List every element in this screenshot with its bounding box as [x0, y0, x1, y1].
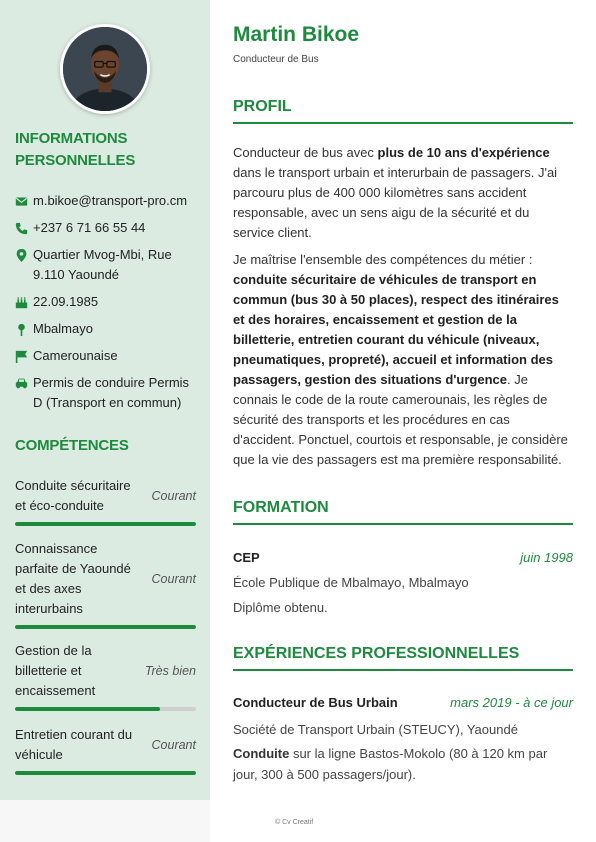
- skill-item: Entretien courant du véhicule Courant: [15, 725, 196, 775]
- skill-item: Connaissance parfaite de Yaoundé et des axes interurbains Courant: [15, 539, 196, 629]
- pin-icon: [15, 319, 33, 339]
- info-phone[interactable]: +237 6 71 66 55 44: [15, 218, 200, 238]
- experience-description: Conduite sur la ligne Bastos-Mokolo (80 à 120 km par jour, 300 à 500 passagers/jour).: [233, 746, 548, 782]
- skill-bar-fill: [15, 625, 196, 629]
- skill-bar: [15, 707, 196, 711]
- info-birthplace: Mbalmayo: [15, 319, 200, 339]
- formation-school: École Publique de Mbalmayo, Mbalmayo: [233, 575, 469, 590]
- info-birthdate: 22.09.1985: [15, 292, 200, 312]
- envelope-icon: [15, 191, 33, 211]
- footer-credit: © Cv Creatif: [275, 819, 314, 826]
- sidebar-footer-band: [0, 800, 210, 842]
- info-heading: INFORMATIONS PERSONNELLES: [15, 130, 136, 169]
- skill-bar-fill: [15, 771, 196, 775]
- skill-bar-fill: [15, 522, 196, 526]
- section-heading-profil: PROFIL: [233, 98, 573, 124]
- profil-paragraph-2: Je maîtrise l'ensemble des compétences du métier : conduite sécuritaire de véhicules de transport en commun (bus 30 à 50 places), respect des itinéraires et des horaires, encaissement et gestion de la billetterie, entretien courant du véhicule (niveaux, pneumatiques, propreté), accueil et information des passagers, gestion des situations d'urgence. Je connais le code de la route camerounais, les règles de sécurité des transports et les procédures en cas d'accident. Ponctuel, courtois et responsable, je considère que la vie des passagers est ma première responsabilité.: [233, 252, 568, 467]
- info-address: Quartier Mvog-Mbi, Rue 9.110 Yaoundé: [15, 245, 200, 285]
- formation-entry-header: CEP juin 1998: [233, 550, 573, 565]
- skill-item: Gestion de la billetterie et encaissement Très bien: [15, 641, 196, 711]
- skill-item: Conduite sécuritaire et éco-conduite Courant: [15, 476, 196, 526]
- personal-info-list: [15, 191, 200, 420]
- avatar: [60, 24, 150, 114]
- section-heading-formation: FORMATION: [233, 499, 573, 525]
- skill-bar: [15, 522, 196, 526]
- sidebar: [0, 0, 210, 842]
- profile-photo: [63, 27, 147, 111]
- info-license: Permis de conduire Permis D (Transport en commun): [15, 373, 200, 413]
- phone-icon: [15, 218, 33, 238]
- flag-icon: [15, 346, 33, 366]
- skill-bar: [15, 625, 196, 629]
- info-nationality: Camerounaise: [15, 346, 200, 366]
- skill-bar-fill: [15, 707, 160, 711]
- candidate-name: Martin Bikoe: [233, 23, 360, 46]
- info-email[interactable]: m.bikoe@transport-pro.cm: [15, 191, 200, 211]
- experience-entry-header: Conducteur de Bus Urbain mars 2019 - à ce jour: [233, 695, 573, 710]
- profil-paragraph-1: Conducteur de bus avec plus de 10 ans d'expérience dans le transport urbain et interurbain de passagers. J'ai parcouru plus de 400 000 kilomètres sans accident responsable, avec un sens aigu de la sécurité et du service client.: [233, 145, 558, 240]
- skill-bar: [15, 771, 196, 775]
- candidate-job-title: Conducteur de Bus: [233, 54, 319, 65]
- map-marker-icon: [15, 245, 33, 265]
- birthday-cake-icon: [15, 292, 33, 312]
- car-icon: [15, 373, 33, 393]
- section-heading-experiences: EXPÉRIENCES PROFESSIONNELLES: [233, 645, 573, 671]
- experience-company: Société de Transport Urbain (STEUCY), Yaoundé: [233, 722, 518, 737]
- formation-note: Diplôme obtenu.: [233, 600, 328, 615]
- skills-heading: COMPÉTENCES: [15, 437, 129, 454]
